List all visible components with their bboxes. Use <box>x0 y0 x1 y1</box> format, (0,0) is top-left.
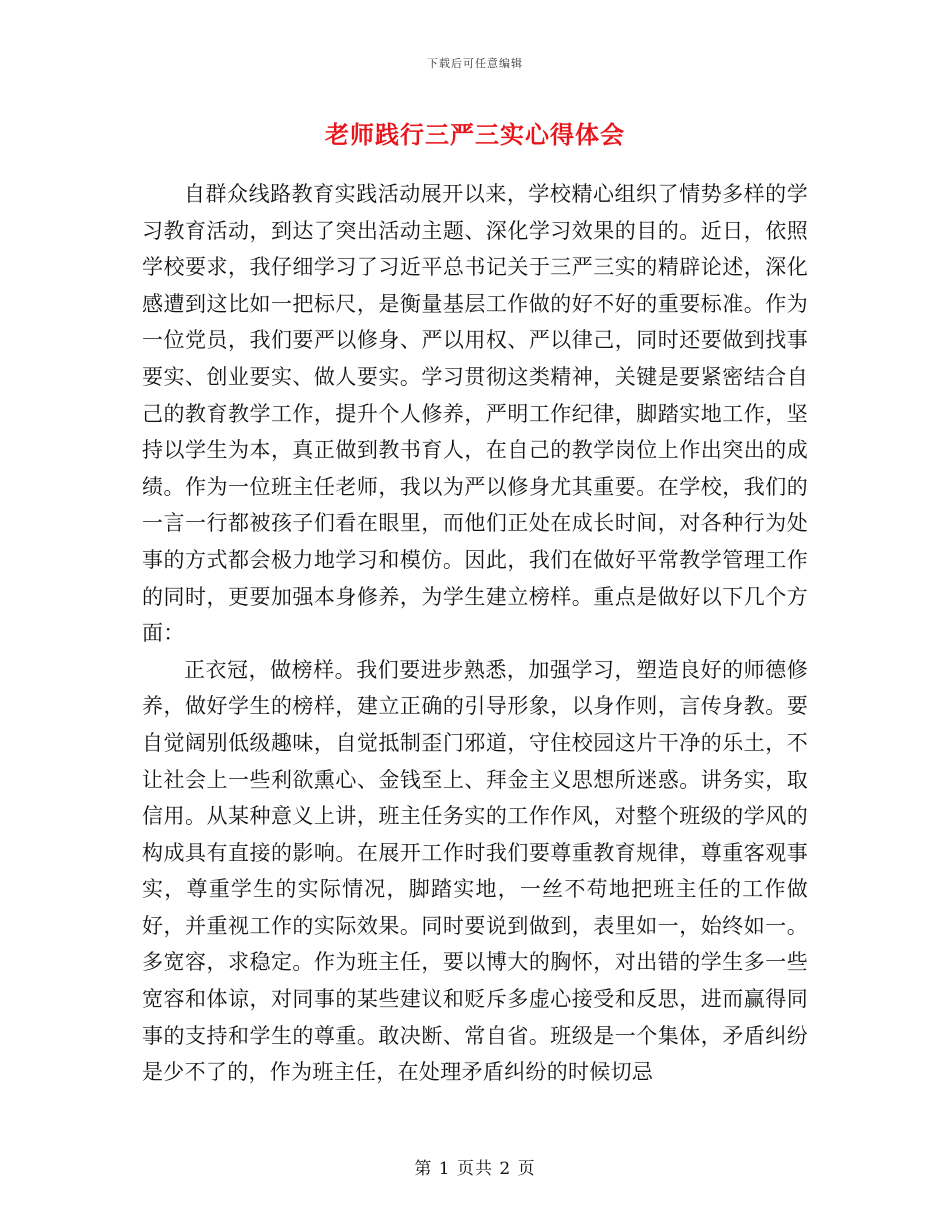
paragraph: 自群众线路教育实践活动展开以来，学校精心组织了情势多样的学习教育活动，到达了突出活动主题、深化学习效果的目的。近日，依照学校要求，我仔细学习了习近平总书记关于三严三实的精辟论述，深化感遭到这比如一把标尺，是衡量基层工作做的好不好的重要标准。作为一位党员，我们要严以修身、严以用权、严以律己，同时还要做到找事要实、创业要实、做人要实。学习贯彻这类精神，关键是要紧密结合自己的教育教学工作，提升个人修养，严明工作纪律，脚踏实地工作，坚持以学生为本，真正做到教书育人，在自己的教学岗位上作出突出的成绩。作为一位班主任老师，我以为严以修身尤其重要。在学校，我们的一言一行都被孩子们看在眼里，而他们正处在成长时间，对各种行为处事的方式都会极力地学习和模仿。因此，我们在做好平常教学管理工作的同时，更要加强本身修养，为学生建立榜样。重点是做好以下几个方面： <box>142 182 808 646</box>
paragraph: 正衣冠，做榜样。我们要进步熟悉，加强学习，塑造良好的师德修养，做好学生的榜样，建立正确的引导形象，以身作则，言传身教。要自觉阔别低级趣味，自觉抵制歪门邪道，守住校园这片干净的乐土，不让社会上一些利欲熏心、金钱至上、拜金主义思想所迷惑。讲务实，取信用。从某种意义上讲，班主任务实的工作作风，对整个班级的学风的构成具有直接的影响。在展开工作时我们要尊重教育规律，尊重客观事实，尊重学生的实际情况，脚踏实地，一丝不苟地把班主任的工作做好，并重视工作的实际效果。同时要说到做到，表里如一，始终如一。多宽容，求稳定。作为班主任，要以博大的胸怀，对出错的学生多一些宽容和体谅，对同事的某些建议和贬斥多虚心接受和反思，进而赢得同事的支持和学生的尊重。敢决断、常自省。班级是一个集体，矛盾纠纷是少不了的，作为班主任，在处理矛盾纠纷的时候切忌 <box>142 657 808 1085</box>
page-number: 第 1 页共 2 页 <box>414 1159 536 1179</box>
document-body <box>142 176 808 1091</box>
header-note: 下载后可任意编辑 <box>427 57 523 70</box>
document-title: 老师践行三严三实心得体会 <box>325 120 625 149</box>
